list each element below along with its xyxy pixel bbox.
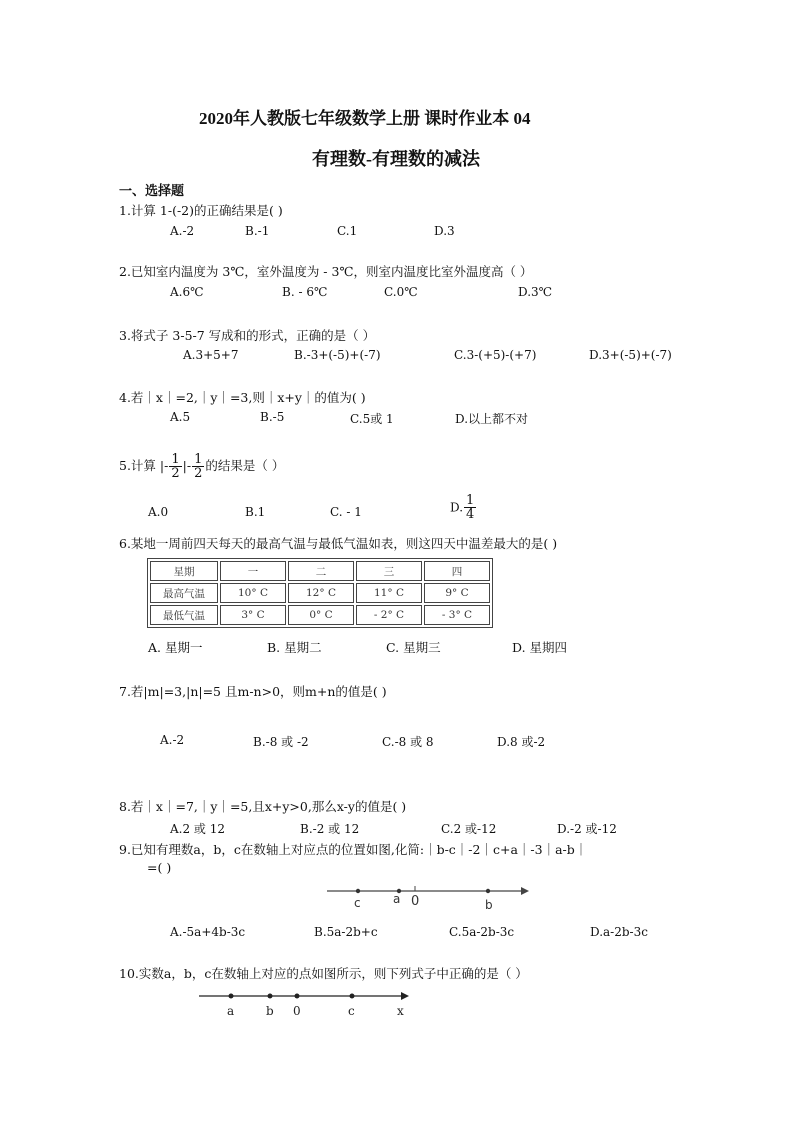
axis-point: [268, 994, 273, 999]
question-9-option-d: D.a-2b-3c: [590, 925, 648, 939]
page-title: 2020年人教版七年级数学上册 课时作业本 04: [199, 109, 531, 128]
question-6-stem: 6.某地一周前四天每天的最高气温与最低气温如表，则这四天中温差最大的是( ): [119, 536, 558, 551]
question-1-option-c: C.1: [337, 224, 358, 238]
question-7-option-c: C.-8 或 8: [382, 735, 434, 749]
question-3-option-d: D.3+(-5)+(-7): [589, 348, 672, 362]
question-3-option-c: C.3-(+5)-(+7): [454, 348, 537, 362]
question-8-option-d: D.-2 或-12: [557, 822, 617, 836]
question-10-stem: 10.实数a，b，c在数轴上对应的点如图所示，则下列式子中正确的是（ ）: [119, 966, 528, 981]
question-9-stem-continuation: =( ): [147, 860, 172, 875]
question-5-option-a: A.0: [148, 505, 169, 519]
question-5-option-b: B.1: [245, 505, 266, 519]
question-5-stem: [119, 453, 284, 480]
axis-point: [229, 994, 234, 999]
question-4-option-b: B.-5: [260, 410, 285, 424]
fraction-numerator: 1: [171, 452, 180, 467]
table-cell: 三: [356, 561, 422, 581]
table-cell: 二: [288, 561, 354, 581]
question-9-option-c: C.5a-2b-3c: [449, 925, 515, 939]
question-8-option-a: A.2 或 12: [170, 822, 226, 836]
question-3-option-b: B.-3+(-5)+(-7): [294, 348, 381, 362]
question-7-option-a: A.-2: [160, 733, 185, 747]
question-6-option-a: A. 星期一: [148, 640, 203, 655]
section-heading: 一、选择题: [119, 184, 185, 199]
question-8-option-c: C.2 或-12: [441, 822, 497, 836]
table-cell: 星期: [150, 561, 218, 581]
table-cell: - 2° C: [356, 605, 422, 625]
axis-point: [350, 994, 355, 999]
table-cell: 四: [424, 561, 490, 581]
number-line-q9: [325, 882, 530, 912]
question-1-option-d: D.3: [434, 224, 455, 238]
fraction: [464, 494, 476, 521]
axis-label: 0: [293, 1004, 301, 1018]
question-7-stem: 7.若|m|=3,|n|=5 且m-n>0，则m+n的值是( ): [119, 684, 387, 699]
fraction-denominator: 2: [171, 466, 180, 481]
question-5-stem-pre: 5.计算 |-: [119, 458, 169, 473]
axis-label: x: [397, 1004, 404, 1018]
table-cell: 12° C: [288, 583, 354, 603]
table-cell: 10° C: [220, 583, 286, 603]
question-4-option-d: D.以上都不对: [455, 412, 529, 426]
table-cell: - 3° C: [424, 605, 490, 625]
axis-label: c: [348, 1004, 355, 1018]
question-6-option-c: C. 星期三: [386, 640, 441, 655]
axis-label: b: [485, 898, 493, 912]
fraction-numerator: 1: [194, 452, 203, 467]
question-2-option-d: D.3℃: [518, 285, 553, 299]
question-6-option-b: B. 星期二: [267, 640, 322, 655]
table-cell: 最高气温: [150, 583, 218, 603]
question-2-option-c: C.0℃: [384, 285, 418, 299]
page-subtitle: 有理数-有理数的减法: [312, 149, 480, 169]
table-cell: 一: [220, 561, 286, 581]
table-cell: 9° C: [424, 583, 490, 603]
fraction: [169, 453, 181, 480]
option-d-label: D.: [450, 500, 464, 515]
axis-label: a: [393, 892, 401, 906]
question-4-stem: 4.若｜x｜=2,｜y｜=3,则｜x+y｜的值为( ): [119, 390, 366, 405]
question-8-option-b: B.-2 或 12: [300, 822, 360, 836]
table-row: [150, 583, 490, 603]
temperature-table: [147, 558, 493, 628]
axis-point: [295, 994, 300, 999]
question-7-option-d: D.8 或-2: [497, 735, 546, 749]
question-8-stem: 8.若｜x｜=7,｜y｜=5,且x+y>0,那么x-y的值是( ): [119, 799, 407, 814]
question-9-stem: 9.已知有理数a，b，c在数轴上对应点的位置如图,化简:｜b-c｜-2｜c+a｜-3｜a-b｜: [119, 842, 588, 857]
question-2-stem: 2.已知室内温度为 3℃，室外温度为 - 3℃，则室内温度比室外温度高（ ）: [119, 264, 533, 279]
question-2-option-b: B. - 6℃: [282, 285, 328, 299]
axis-arrow: [401, 992, 409, 1000]
question-5-stem-mid: |-: [182, 458, 192, 473]
axis-arrow: [521, 887, 529, 895]
question-7-option-b: B.-8 或 -2: [253, 735, 309, 749]
question-5-option-d: [450, 494, 477, 521]
fraction-numerator: 1: [466, 493, 475, 508]
number-line-q10: [196, 988, 416, 1020]
axis-label: 0: [411, 894, 420, 909]
table-cell: 0° C: [288, 605, 354, 625]
axis-label: b: [266, 1004, 274, 1018]
axis-label: a: [227, 1004, 235, 1018]
table-header-row: [150, 561, 490, 581]
question-3-option-a: A.3+5+7: [183, 348, 239, 362]
axis-point: [486, 889, 490, 893]
table-cell: 3° C: [220, 605, 286, 625]
question-6-option-d: D. 星期四: [512, 640, 568, 655]
question-9-option-a: A.-5a+4b-3c: [170, 925, 246, 939]
question-3-stem: 3.将式子 3-5-7 写成和的形式，正确的是（ ）: [119, 328, 376, 343]
table-cell: 最低气温: [150, 605, 218, 625]
table-cell: 11° C: [356, 583, 422, 603]
axis-point: [356, 889, 360, 893]
table-row: [150, 605, 490, 625]
question-1-option-b: B.-1: [245, 224, 270, 238]
question-5-option-c: C. - 1: [330, 505, 362, 519]
fraction-denominator: 2: [194, 466, 203, 481]
question-2-option-a: A.6℃: [170, 285, 204, 299]
question-4-option-a: A.5: [170, 410, 191, 424]
axis-label: c: [354, 896, 361, 910]
question-1-option-a: A.-2: [170, 224, 195, 238]
question-5-stem-post: 的结果是（ ）: [205, 458, 285, 473]
fraction: [192, 453, 204, 480]
fraction-denominator: 4: [466, 507, 475, 522]
question-4-option-c: C.5或 1: [350, 412, 394, 426]
question-1-stem: 1.计算 1-(-2)的正确结果是( ): [119, 203, 283, 218]
question-9-option-b: B.5a-2b+c: [314, 925, 378, 939]
